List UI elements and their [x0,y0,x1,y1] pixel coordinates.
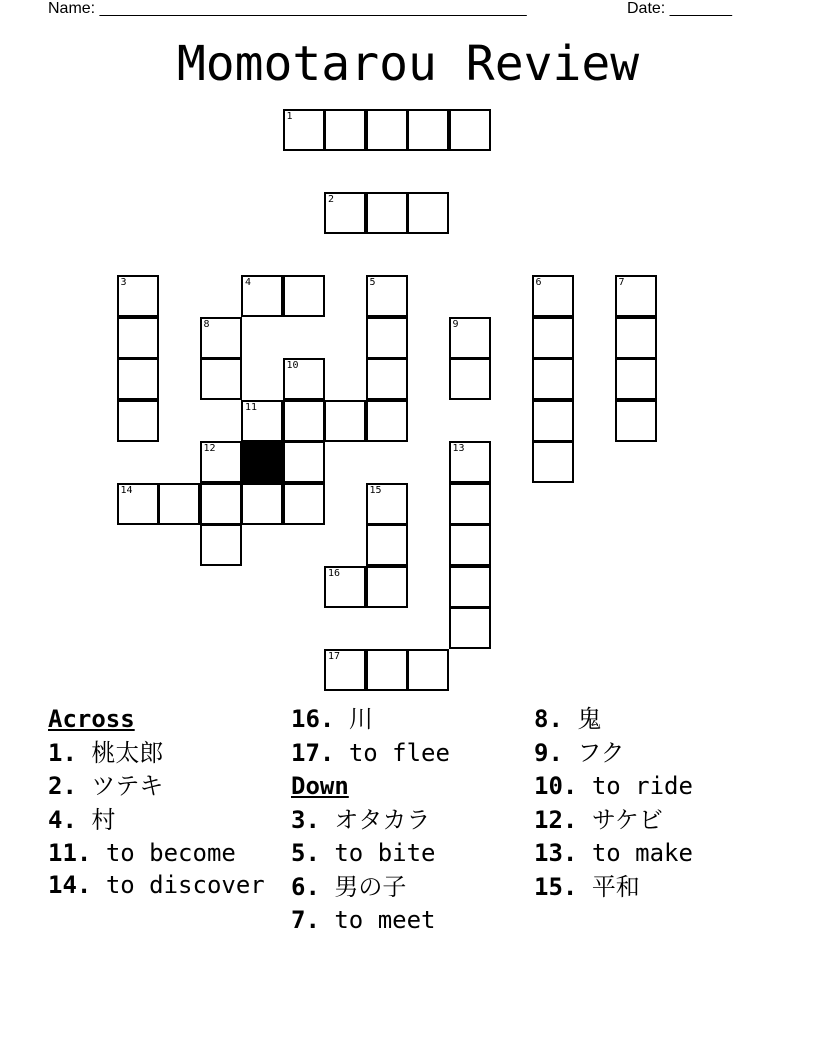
clue-down-12: 12. サケビ [534,805,663,834]
grid-cell[interactable] [241,275,283,317]
cell-number: 17 [328,650,341,662]
clue-across-17: 17. to flee [291,738,450,767]
grid-cell[interactable] [283,358,325,400]
clue-across-16: 16. 川 [291,705,373,733]
clue-down-5: 5. to bite [291,839,436,867]
black-cell [241,441,283,483]
date-field[interactable]: Date: _______ [627,0,732,17]
clue-down-3: 3. オタカラ [291,805,431,834]
grid-cell[interactable] [366,649,408,691]
grid-cell[interactable] [449,358,491,400]
grid-cell[interactable] [532,441,574,483]
grid-cell[interactable] [200,441,242,483]
grid-cell[interactable] [615,317,657,359]
cell-number: 2 [328,194,335,205]
grid-cell[interactable] [117,317,159,359]
grid-cell[interactable] [366,275,408,317]
grid-cell[interactable] [158,483,200,525]
grid-cell[interactable] [449,441,491,483]
cell-number: 11 [245,401,258,413]
clue-down-10: 10. to ride [534,772,693,800]
cell-number: 3 [120,277,127,288]
clue-down-15: 15. 平和 [534,872,640,901]
grid-cell[interactable] [366,317,408,359]
grid-cell[interactable] [324,109,366,151]
clue-down-7: 7. to meet [291,906,436,934]
grid-cell[interactable] [532,275,574,317]
cell-number: 13 [452,443,465,454]
grid-cell[interactable] [532,400,574,442]
grid-cell[interactable] [407,649,449,691]
grid-cell[interactable] [366,483,408,525]
cell-number: 5 [369,277,376,288]
grid-cell[interactable] [449,566,491,608]
cell-number: 1 [286,111,293,122]
cell-number: 10 [286,360,299,371]
across-heading: Across [48,705,135,733]
grid-cell[interactable] [241,400,283,442]
cell-number: 15 [369,484,382,496]
page-title: Momotarou Review [176,36,640,92]
cell-number: 7 [618,277,625,288]
cell-number: 6 [535,277,542,288]
clue-across-14: 14. to discover [48,870,265,899]
clue-down-13: 13. to make [534,839,693,867]
cell-number: 16 [328,567,341,579]
grid-cell[interactable] [449,607,491,649]
name-field[interactable]: Name: ________________________________________________ [48,0,527,17]
grid-cell[interactable] [449,483,491,525]
grid-cell[interactable] [117,400,159,442]
cell-number: 8 [203,318,210,330]
clue-across-4: 4. 村 [48,805,116,834]
grid-cell[interactable] [366,524,408,566]
clue-across-1: 1. 桃太郎 [48,738,164,767]
grid-cell[interactable] [407,109,449,151]
grid-cell[interactable] [117,275,159,317]
cell-number: 9 [452,318,459,330]
clue-across-2: 2. ツテキ [48,772,164,800]
clue-column-1 [48,703,288,899]
grid-cell[interactable] [200,358,242,400]
grid-cell[interactable] [449,524,491,566]
grid-cell[interactable] [117,483,159,525]
grid-cell[interactable] [241,483,283,525]
clue-column-2 [291,703,450,938]
grid-cell[interactable] [200,317,242,359]
down-heading: Down [291,772,349,800]
grid-cell[interactable] [283,483,325,525]
cell-number: 14 [120,484,133,496]
grid-cell[interactable] [200,524,242,566]
grid-cell[interactable] [366,400,408,442]
grid-cell[interactable] [366,192,408,234]
clue-across-11: 11. to become [48,839,236,867]
grid-cell[interactable] [200,483,242,525]
grid-cell[interactable] [117,358,159,400]
cell-number: 4 [245,277,252,288]
grid-cell[interactable] [324,649,366,691]
grid-cell[interactable] [283,109,325,151]
grid-cell[interactable] [324,400,366,442]
grid-cell[interactable] [615,358,657,400]
grid-cell[interactable] [449,317,491,359]
grid-cell[interactable] [324,192,366,234]
grid-cell[interactable] [366,109,408,151]
grid-cell[interactable] [532,317,574,359]
grid-cell[interactable] [366,358,408,400]
grid-cell[interactable] [532,358,574,400]
grid-cell[interactable] [324,566,366,608]
grid-cell[interactable] [615,275,657,317]
grid-cell[interactable] [283,441,325,483]
clue-down-9: 9. フク [534,738,625,767]
grid-cell[interactable] [407,192,449,234]
grid-cell[interactable] [615,400,657,442]
grid-cell[interactable] [366,566,408,608]
clue-column-3 [534,703,693,904]
cell-number: 12 [203,443,216,454]
grid-cell[interactable] [449,109,491,151]
clue-down-8: 8. 鬼 [534,705,602,733]
grid-cell[interactable] [283,275,325,317]
clue-down-6: 6. 男の子 [291,872,407,901]
grid-cell[interactable] [283,400,325,442]
